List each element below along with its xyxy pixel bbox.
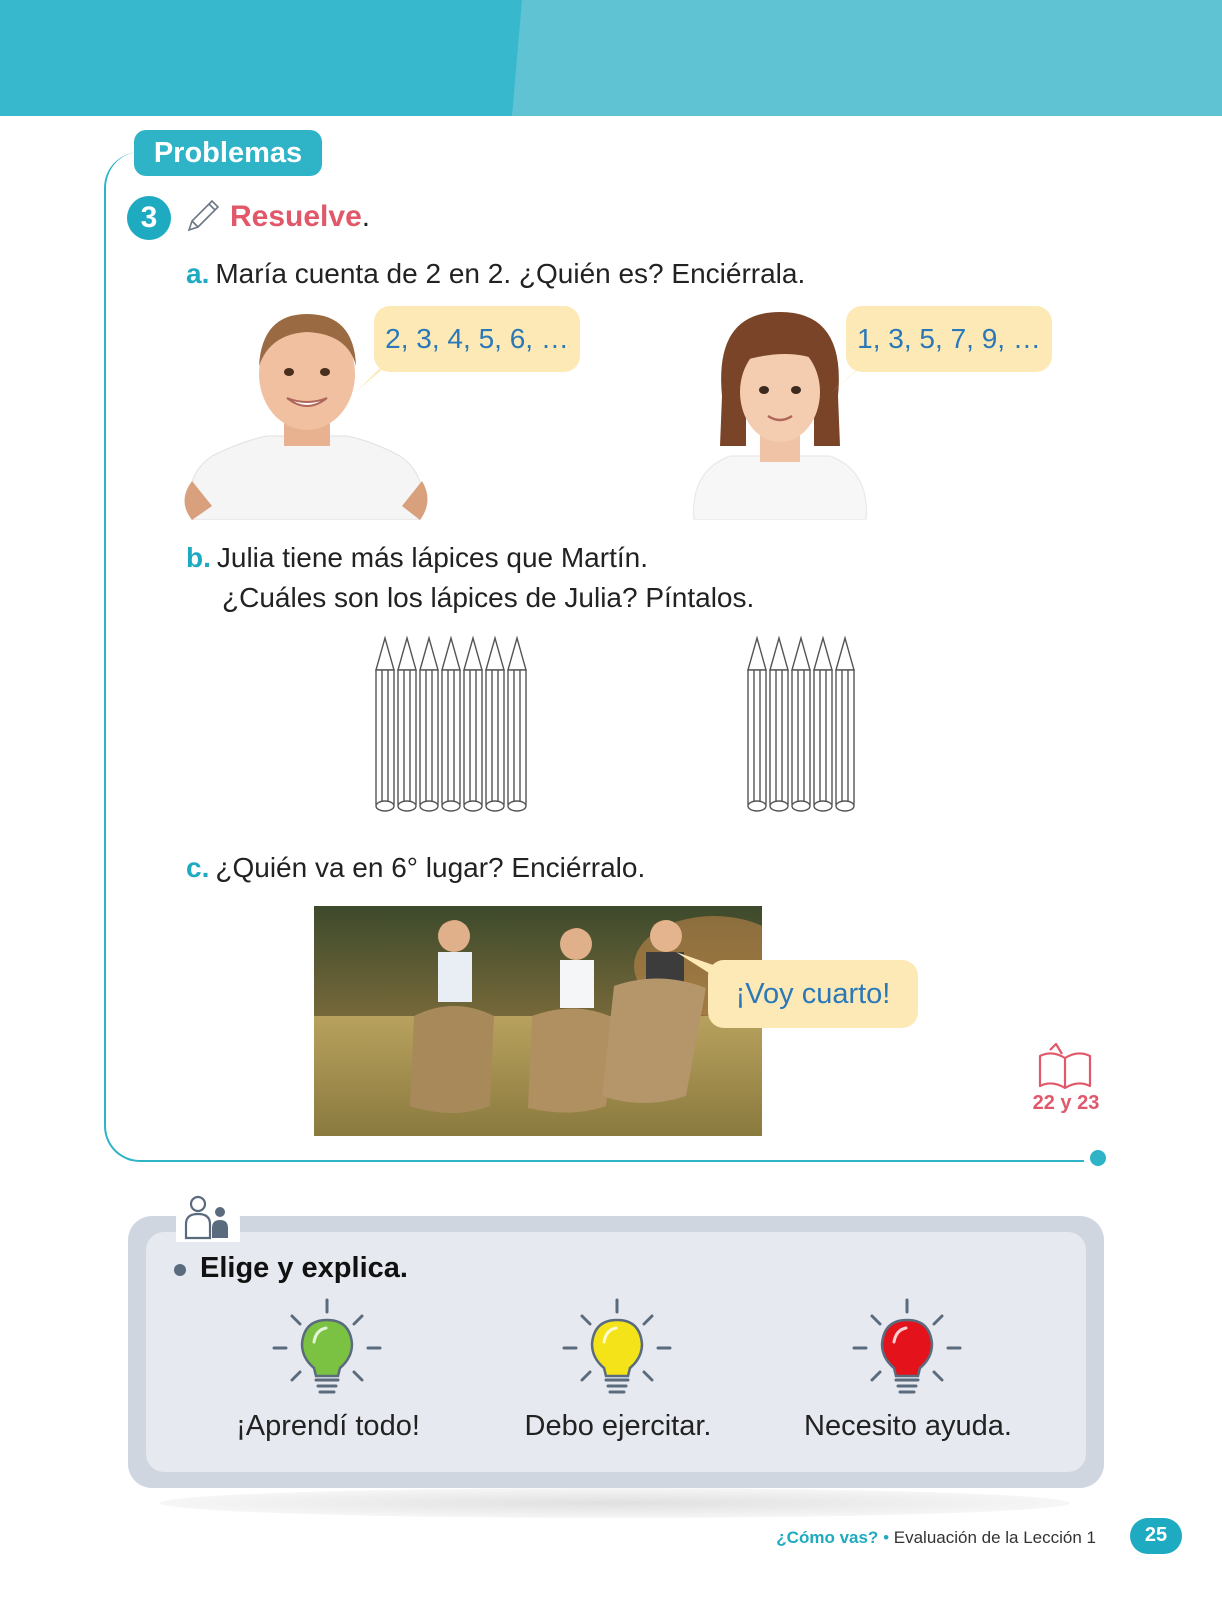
option-must-practice[interactable]: Debo ejercitar. [524, 1410, 712, 1442]
instruction [230, 200, 370, 234]
girl-right-photo [690, 306, 870, 520]
option-learned-all[interactable]: ¡Aprendí todo! [236, 1410, 420, 1442]
footer-section: ¿Cómo vas? [776, 1528, 879, 1547]
exercise-number: 3 [127, 196, 171, 240]
item-b-line2: ¿Cuáles son los lápices de Julia? Píntalos. [222, 582, 755, 613]
evaluation-title: Elige y explica. [200, 1252, 408, 1284]
red-bulb-icon[interactable] [852, 1296, 962, 1406]
bullet [174, 1264, 186, 1276]
item-b-letter: b. [186, 542, 211, 573]
footer-separator: • [883, 1528, 890, 1547]
speech-bubble-right: 1, 3, 5, 7, 9, … [846, 306, 1052, 372]
pencil[interactable] [464, 638, 482, 811]
top-banner [0, 0, 1222, 116]
book-page-reference: 22 y 23 [1032, 1092, 1100, 1114]
bubble-tail-right [826, 356, 876, 396]
section-label: Problemas [134, 130, 322, 176]
footer [776, 1528, 1096, 1548]
item-c-text: ¿Quién va en 6° lugar? Enciérralo. [215, 852, 646, 883]
instruction-period: . [361, 200, 371, 233]
speech-bubble-left: 2, 3, 4, 5, 6, … [374, 306, 580, 372]
pencil-group-julia[interactable] [372, 636, 532, 818]
pencil[interactable] [792, 638, 810, 811]
item-c [186, 848, 645, 888]
people-icon [184, 1194, 234, 1240]
page-number: 25 [1130, 1518, 1182, 1554]
pencil[interactable] [486, 638, 504, 811]
sack-race-photo[interactable] [314, 906, 762, 1136]
item-b [186, 538, 754, 618]
frame-end-dot [1090, 1150, 1106, 1166]
evaluation-shadow [160, 1488, 1070, 1518]
pencil[interactable] [814, 638, 832, 811]
item-b-line1: Julia tiene más lápices que Martín. [216, 542, 648, 573]
yellow-bulb-icon[interactable] [562, 1296, 672, 1406]
pencil[interactable] [376, 638, 394, 811]
green-bulb-icon[interactable] [272, 1296, 382, 1406]
bubble-tail-voy [676, 952, 726, 992]
pencil[interactable] [442, 638, 460, 811]
pencil-group-martin[interactable] [744, 636, 864, 818]
pencil[interactable] [420, 638, 438, 811]
item-a-text: María cuenta de 2 en 2. ¿Quién es? Enciérrala. [215, 258, 806, 289]
item-a [186, 254, 805, 294]
pencil[interactable] [398, 638, 416, 811]
pencil-icon [183, 196, 223, 236]
instruction-text: Resuelve [230, 200, 362, 233]
pencil[interactable] [836, 638, 854, 811]
speech-bubble-voy: ¡Voy cuarto! [708, 960, 918, 1028]
item-c-letter: c. [186, 852, 210, 883]
book-icon [1036, 1042, 1094, 1092]
footer-lesson: Evaluación de la Lección 1 [893, 1528, 1096, 1547]
pencil[interactable] [508, 638, 526, 811]
bubble-tail-left [346, 356, 396, 396]
pencil[interactable] [770, 638, 788, 811]
item-a-letter: a. [186, 258, 210, 289]
pencil[interactable] [748, 638, 766, 811]
option-need-help[interactable]: Necesito ayuda. [804, 1410, 1012, 1442]
